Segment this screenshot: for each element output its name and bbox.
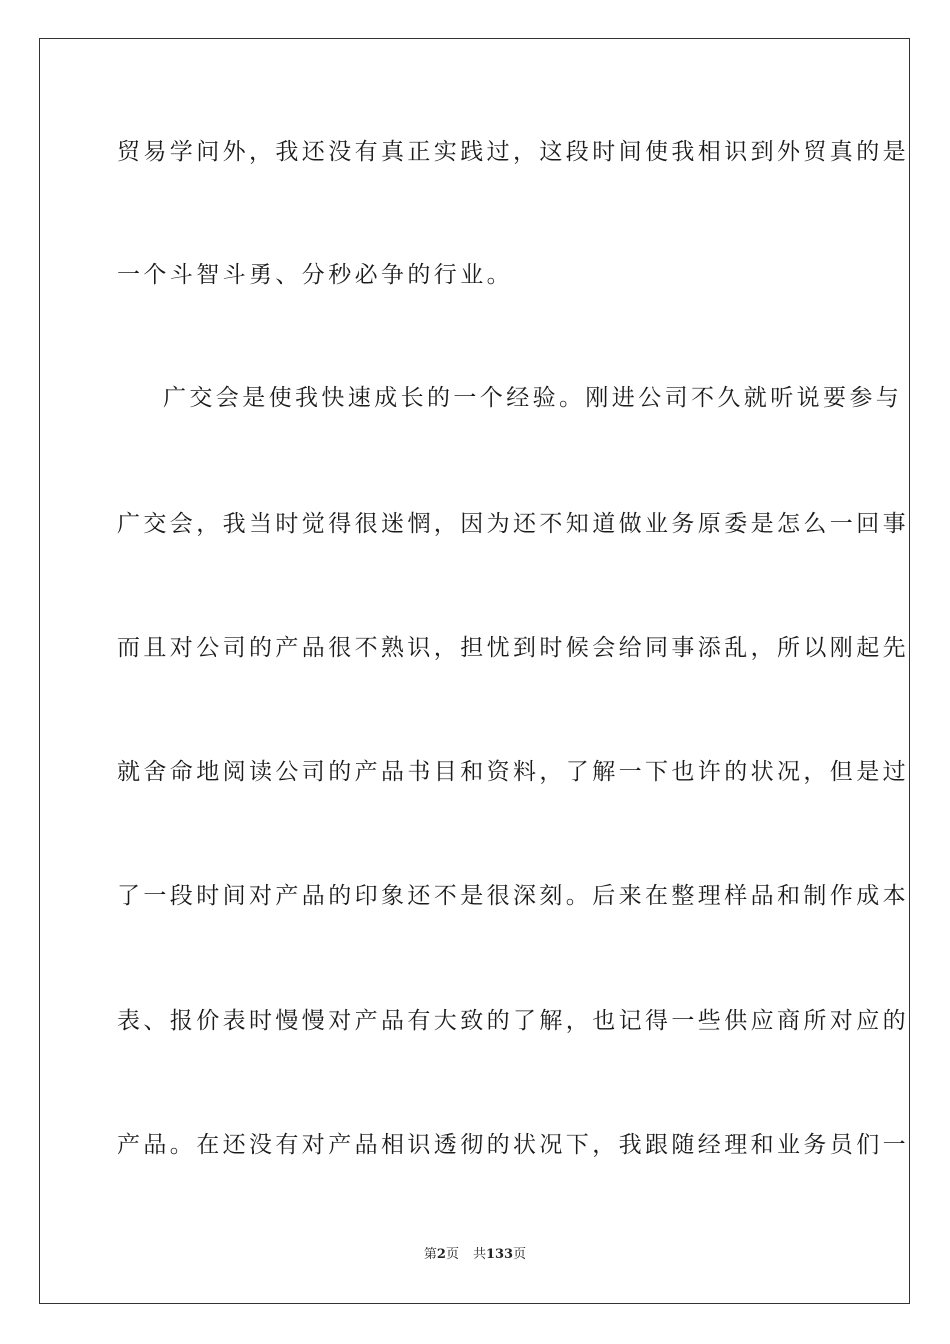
page-prefix: 第 [423, 1247, 437, 1262]
page-footer [0, 1246, 950, 1264]
page-suffix: 页 [445, 1247, 459, 1262]
body-text-line-5: 而且对公司的产品很不熟识，担忧到时候会给同事添乱，所以刚起先 [117, 635, 909, 661]
total-suffix: 页 [513, 1247, 527, 1262]
body-text-line-9: 产品。在还没有对产品相识透彻的状况下，我跟随经理和业务员们一 [117, 1132, 909, 1158]
total-prefix: 共 [472, 1247, 486, 1262]
body-text-line-3: 广交会是使我快速成长的一个经验。刚进公司不久就听说要参与 [163, 385, 903, 411]
body-text-line-1: 贸易学问外，我还没有真正实践过，这段时间使我相识到外贸真的是 [117, 139, 909, 165]
page-number: 2 [436, 1247, 446, 1262]
body-text-line-6: 就舍命地阅读公司的产品书目和资料，了解一下也许的状况，但是过 [117, 759, 909, 785]
body-text-line-2: 一个斗智斗勇、分秒必争的行业。 [117, 262, 513, 288]
body-text-line-8: 表、报价表时慢慢对产品有大致的了解，也记得一些供应商所对应的 [117, 1008, 909, 1034]
page-border [39, 38, 910, 1304]
total-pages: 133 [485, 1247, 514, 1262]
body-text-line-7: 了一段时间对产品的印象还不是很深刻。后来在整理样品和制作成本 [117, 883, 909, 909]
body-text-line-4: 广交会，我当时觉得很迷惘，因为还不知道做业务原委是怎么一回事 [117, 511, 909, 537]
